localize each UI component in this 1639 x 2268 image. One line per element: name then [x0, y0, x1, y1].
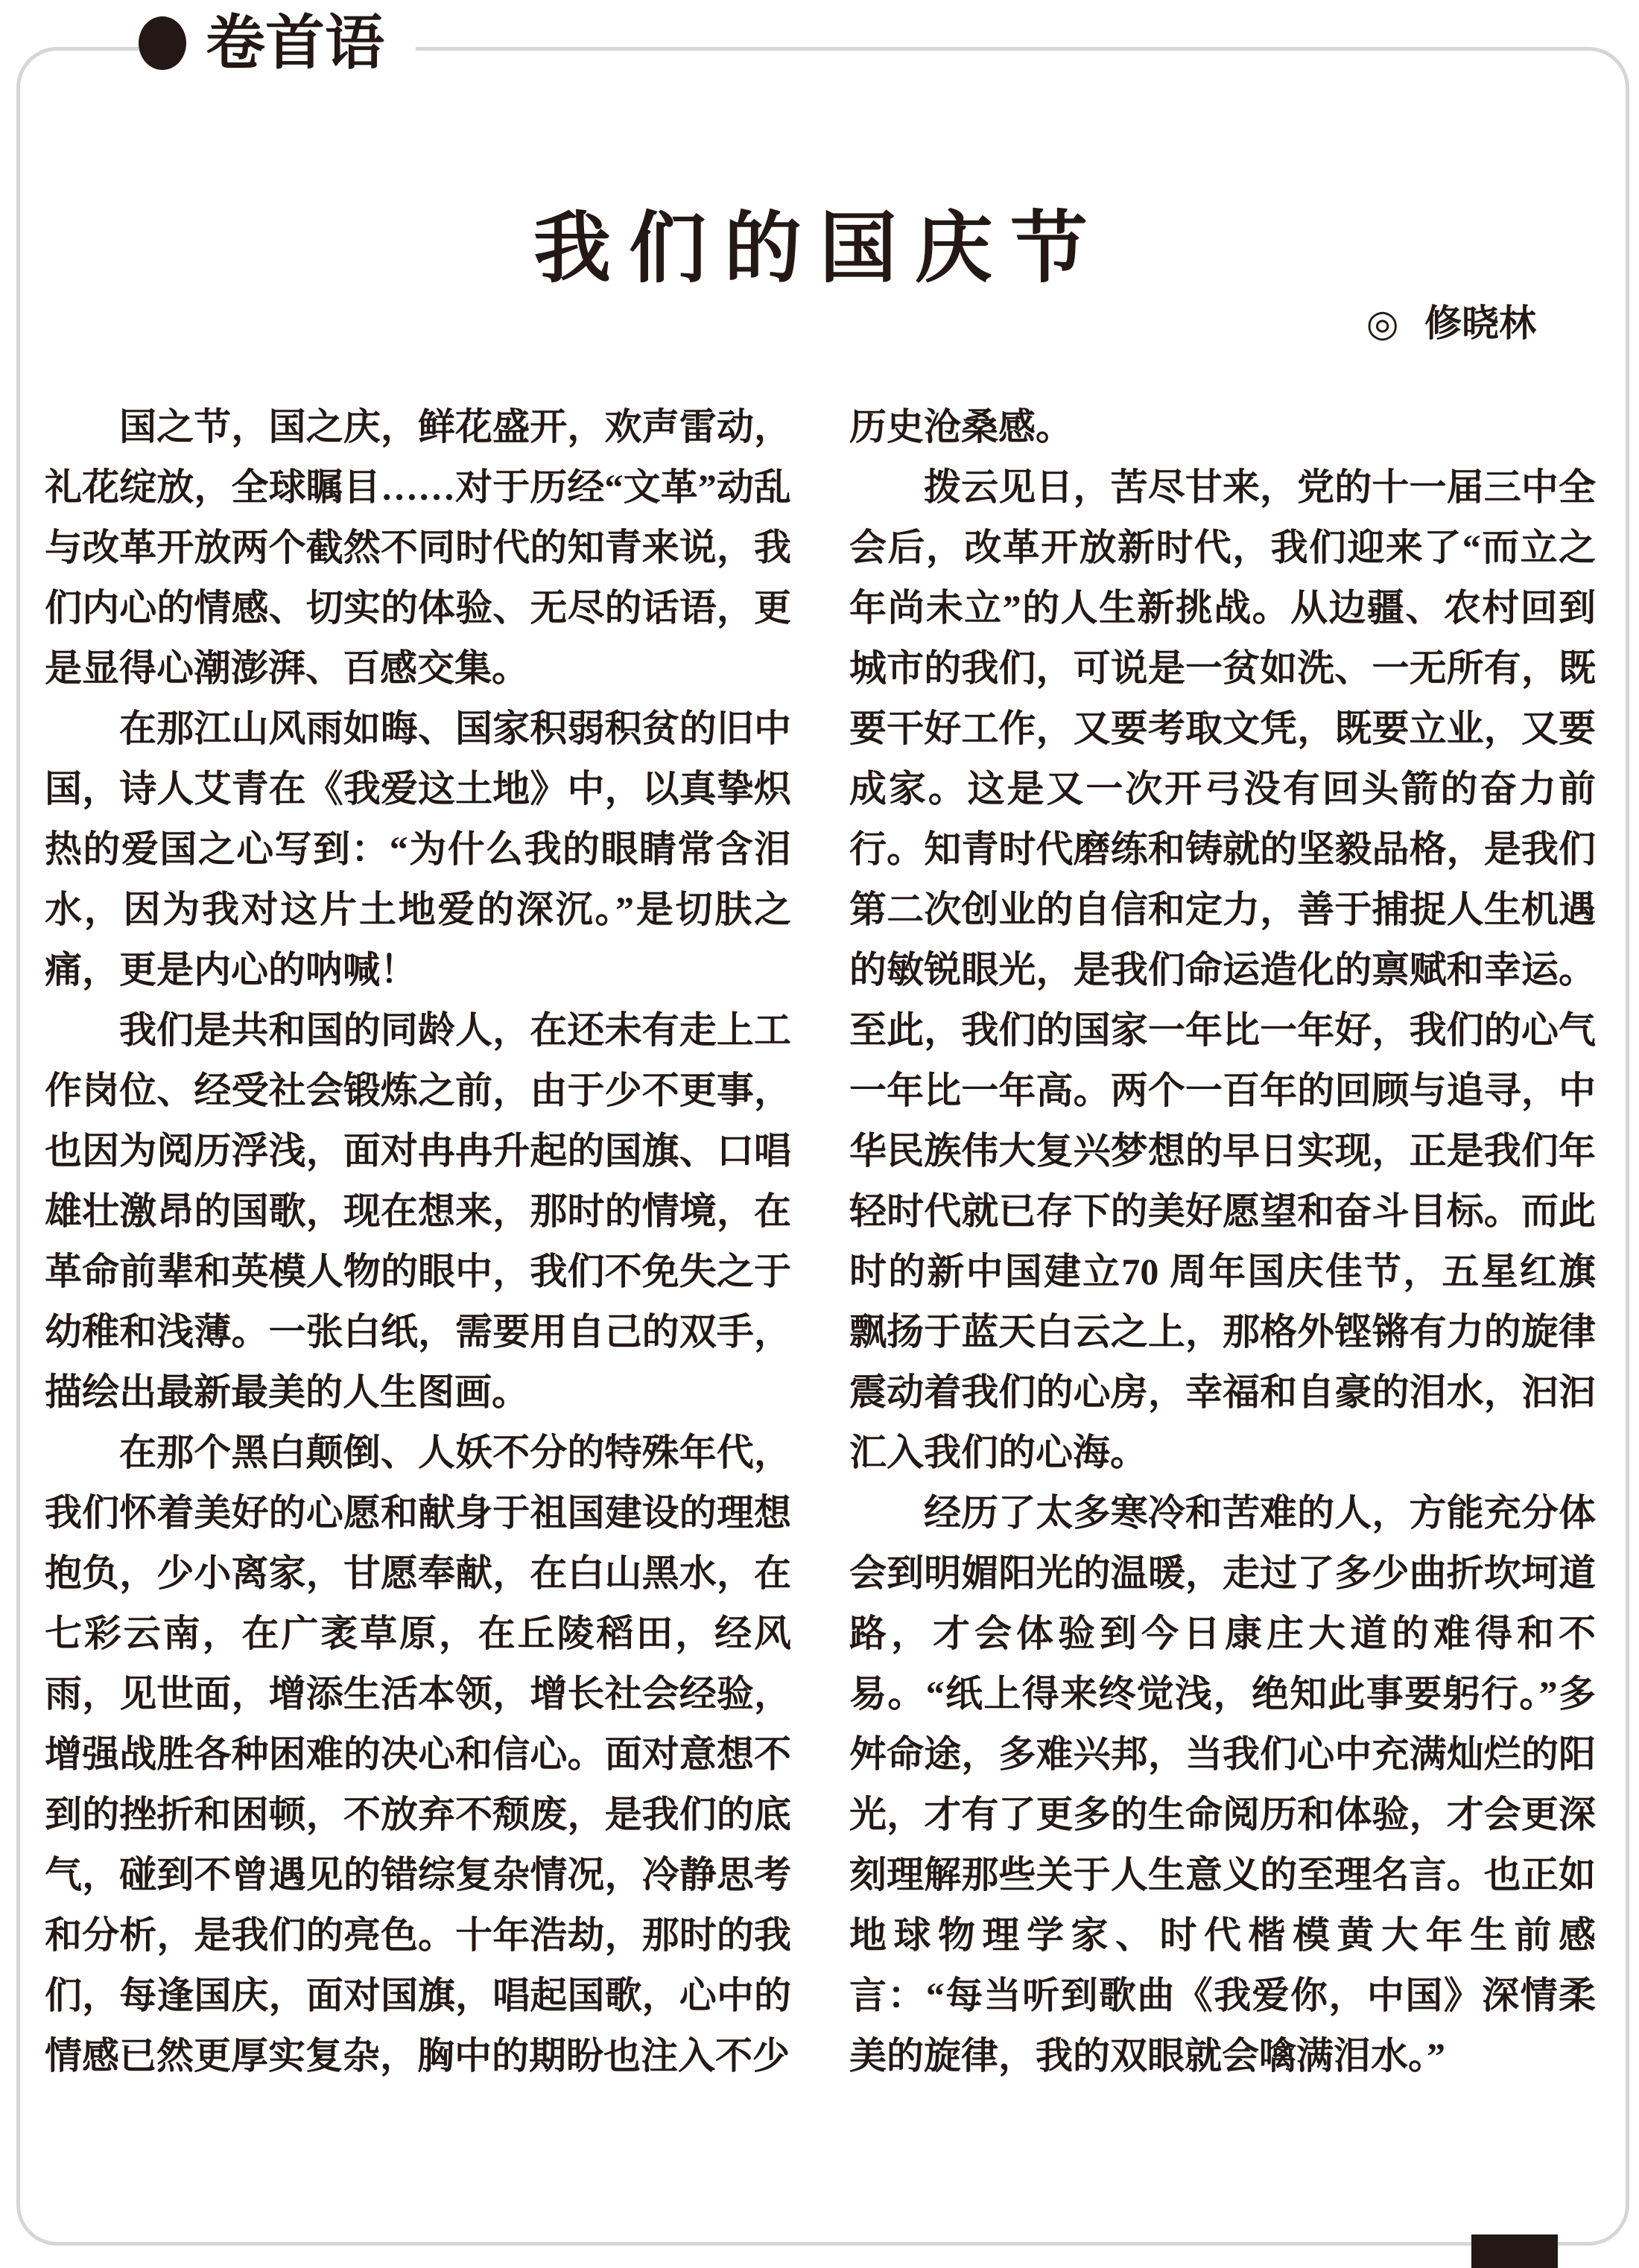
text-column-right [849, 397, 1596, 2086]
text-column-left [45, 397, 791, 2086]
paragraph: 拨云见日，苦尽甘来，党的十一届三中全会后，改革开放新时代，我们迎来了“而立之年尚未立”的人生新挑战。从边疆、农村回到城市的我们，可说是一贫如洗、一无所有，既要干好工作，又要考取文凭，既要立业，又要成家。这是又一次开弓没有回头箭的奋力前行。知青时代磨练和铸就的坚毅品格，是我们第二次创业的自信和定力，善于捕捉人生机遇的敏锐眼光，是我们命运造化的禀赋和幸运。至此，我们的国家一年比一年好，我们的心气一年比一年高。两个一百年的回顾与追寻，中华民族伟大复兴梦想的早日实现，正是我们年轻时代就已存下的美好愿望和奋斗目标。而此时的新中国建立70 周年国庆佳节，五星红旗飘扬于蓝天白云之上，那格外铿锵有力的旋律震动着我们的心房，幸福和自豪的泪水，汩汩汇入我们的心海。 [849, 466, 1596, 1473]
paragraph: 在那个黑白颠倒、人妖不分的特殊年代，我们怀着美好的心愿和献身于祖国建设的理想抱负，少小离家，甘愿奉献，在白山黑水，在七彩云南，在广袤草原，在丘陵稻田，经风雨，见世面，增添生活本领，增长社会经验，增强战胜各种困难的决心和信心。面对意想不到的挫折和困顿，不放弃不颓废，是我们的底气，碰到不曾遇见的错综复杂情况，冷静思考和分析，是我们的亮色。十年浩劫，那时的我们，每逢国庆，面对国旗，唱起国歌，心中的情感已然更厚实复杂，胸中的期盼也注入不少 [45, 1432, 791, 2077]
paragraph: 国之节，国之庆，鲜花盛开，欢声雷动，礼花绽放，全球瞩目……对于历经“文革”动乱与改革开放两个截然不同时代的知青来说，我们内心的情感、切实的体验、无尽的话语，更是显得心潮澎湃、百感交集。 [45, 406, 791, 689]
paragraph: 在那江山风雨如晦、国家积弱积贫的旧中国，诗人艾青在《我爱这土地》中，以真挚炽热的爱国之心写到：“为什么我的眼睛常含泪水，因为我对这片土地爱的深沉。”是切肤之痛，更是内心的呐喊！ [45, 708, 791, 991]
section-header [139, 9, 416, 77]
article-title: 我们的国庆节 [533, 206, 1106, 292]
section-label: 卷首语 [206, 10, 384, 76]
bullet-circle-icon [139, 16, 186, 70]
page-corner-block [1471, 2234, 1558, 2268]
paragraph: 经历了太多寒冷和苦难的人，方能充分体会到明媚阳光的温暖，走过了多少曲折坎坷道路，才会体验到今日康庄大道的难得和不易。“纸上得来终觉浅，绝知此事要躬行。”多舛命途，多难兴邦，当我们心中充满灿烂的阳光，才有了更多的生命阅历和体验，才会更深刻理解那些关于人生意义的至理名言。也正如地球物理学家、时代楷模黄大年生前感言：“每当听到歌曲《我爱你，中国》深情柔美的旋律，我的双眼就会噙满泪水。” [849, 1492, 1596, 2077]
article-author: ◎ 修晓林 [1366, 302, 1536, 344]
paragraph: 我们是共和国的同龄人，在还未有走上工作岗位、经受社会锻炼之前，由于少不更事，也因为阅历浮浅，面对冉冉升起的国旗、口唱雄壮激昂的国歌，现在想来，那时的情境，在革命前辈和英模人物的眼中，我们不免失之于幼稚和浅薄。一张白纸，需要用自己的双手，描绘出最新最美的人生图画。 [45, 1009, 791, 1413]
paragraph: 历史沧桑感。 [849, 406, 1073, 448]
